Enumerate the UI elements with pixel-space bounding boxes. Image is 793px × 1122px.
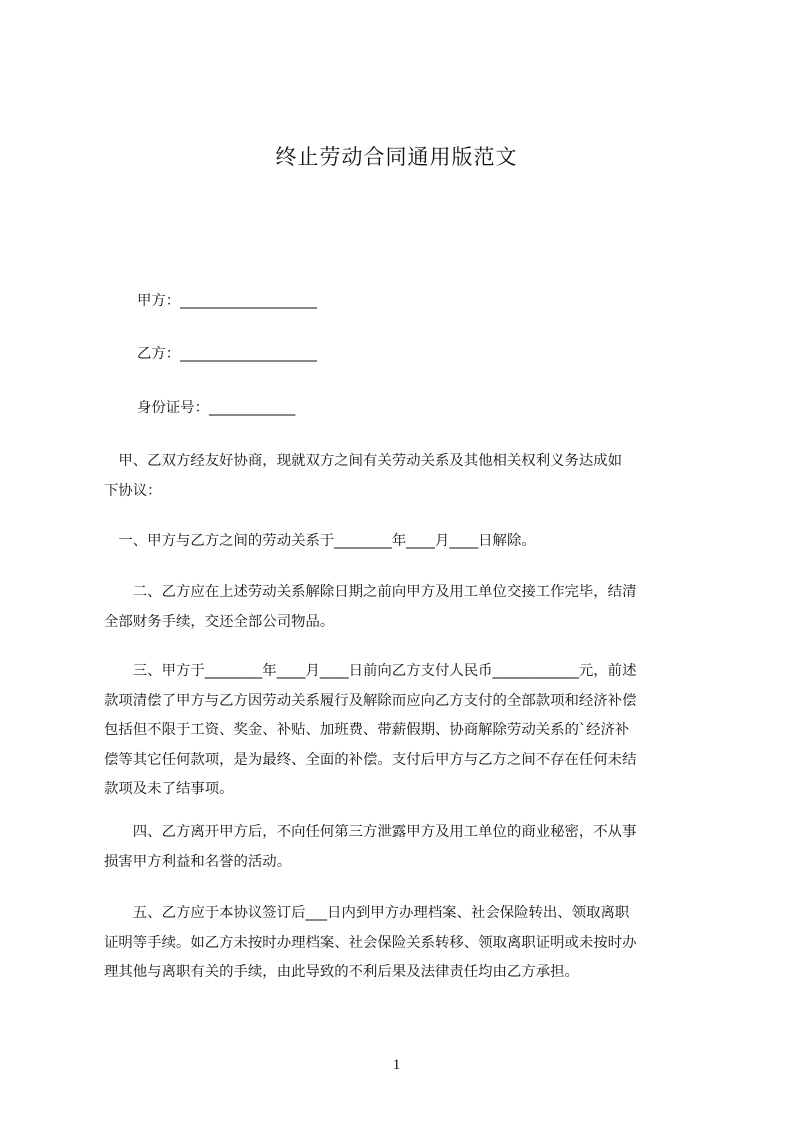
document-title: 终止劳动合同通用版范文: [275, 145, 518, 169]
id-number-field: 身份证号：____________: [137, 400, 296, 416]
paragraph-line: 损害甲方利益和名誉的活动。: [104, 853, 292, 870]
paragraph-line: 证明等手续。如乙方未按时办理档案、社会保险关系转移、领取离职证明或未按时办: [104, 934, 637, 951]
paragraph-line: 甲、乙双方经友好协商，现就双方之间有关劳动关系及其他相关权利义务达成如: [104, 453, 623, 469]
paragraph-line: 五、乙方应于本协议签订后___日内到甲方办理档案、社会保险转出、领取离职: [104, 905, 630, 921]
clause-one-paragraph: [104, 527, 702, 557]
intro-paragraph: [104, 447, 702, 506]
clause-four-paragraph: [104, 818, 702, 877]
clause-three-paragraph: [104, 657, 702, 805]
page-number: 1: [392, 1057, 401, 1073]
party-b-field: 乙方：___________________: [137, 346, 317, 362]
paragraph-line: 三、甲方于________年____月____日前向乙方支付人民币____________元，前述: [104, 663, 637, 679]
paragraph-line: 款项清偿了甲方与乙方因劳动关系履行及解除而应向乙方支付的全部款项和经济补偿: [104, 692, 637, 709]
clause-five-paragraph: [104, 899, 702, 988]
paragraph-line: 偿等其它任何款项，是为最终、全面的补偿。支付后甲方与乙方之间不存在任何未结: [104, 751, 637, 768]
paragraph-line: 下协议：: [104, 482, 162, 499]
paragraph-line: 四、乙方离开甲方后，不向任何第三方泄露甲方及用工单位的商业秘密，不从事: [104, 824, 637, 840]
paragraph-line: 包括但不限于工资、奖金、补贴、加班费、带薪假期、协商解除劳动关系的`经济补: [104, 722, 630, 738]
paragraph-line: 全部财务手续，交还全部公司物品。: [104, 613, 335, 630]
paragraph-line: 款项及未了结事项。: [104, 781, 234, 797]
paragraph-line: 一、甲方与乙方之间的劳动关系于________年____月____日解除。: [104, 533, 536, 549]
party-a-field: 甲方：___________________: [137, 293, 317, 309]
paragraph-line: 二、乙方应在上述劳动关系解除日期之前向甲方及用工单位交接工作完毕，结清: [104, 584, 637, 600]
clause-two-paragraph: [104, 578, 702, 637]
paragraph-line: 理其他与离职有关的手续，由此导致的不利后果及法律责任均由乙方承担。: [104, 964, 579, 980]
